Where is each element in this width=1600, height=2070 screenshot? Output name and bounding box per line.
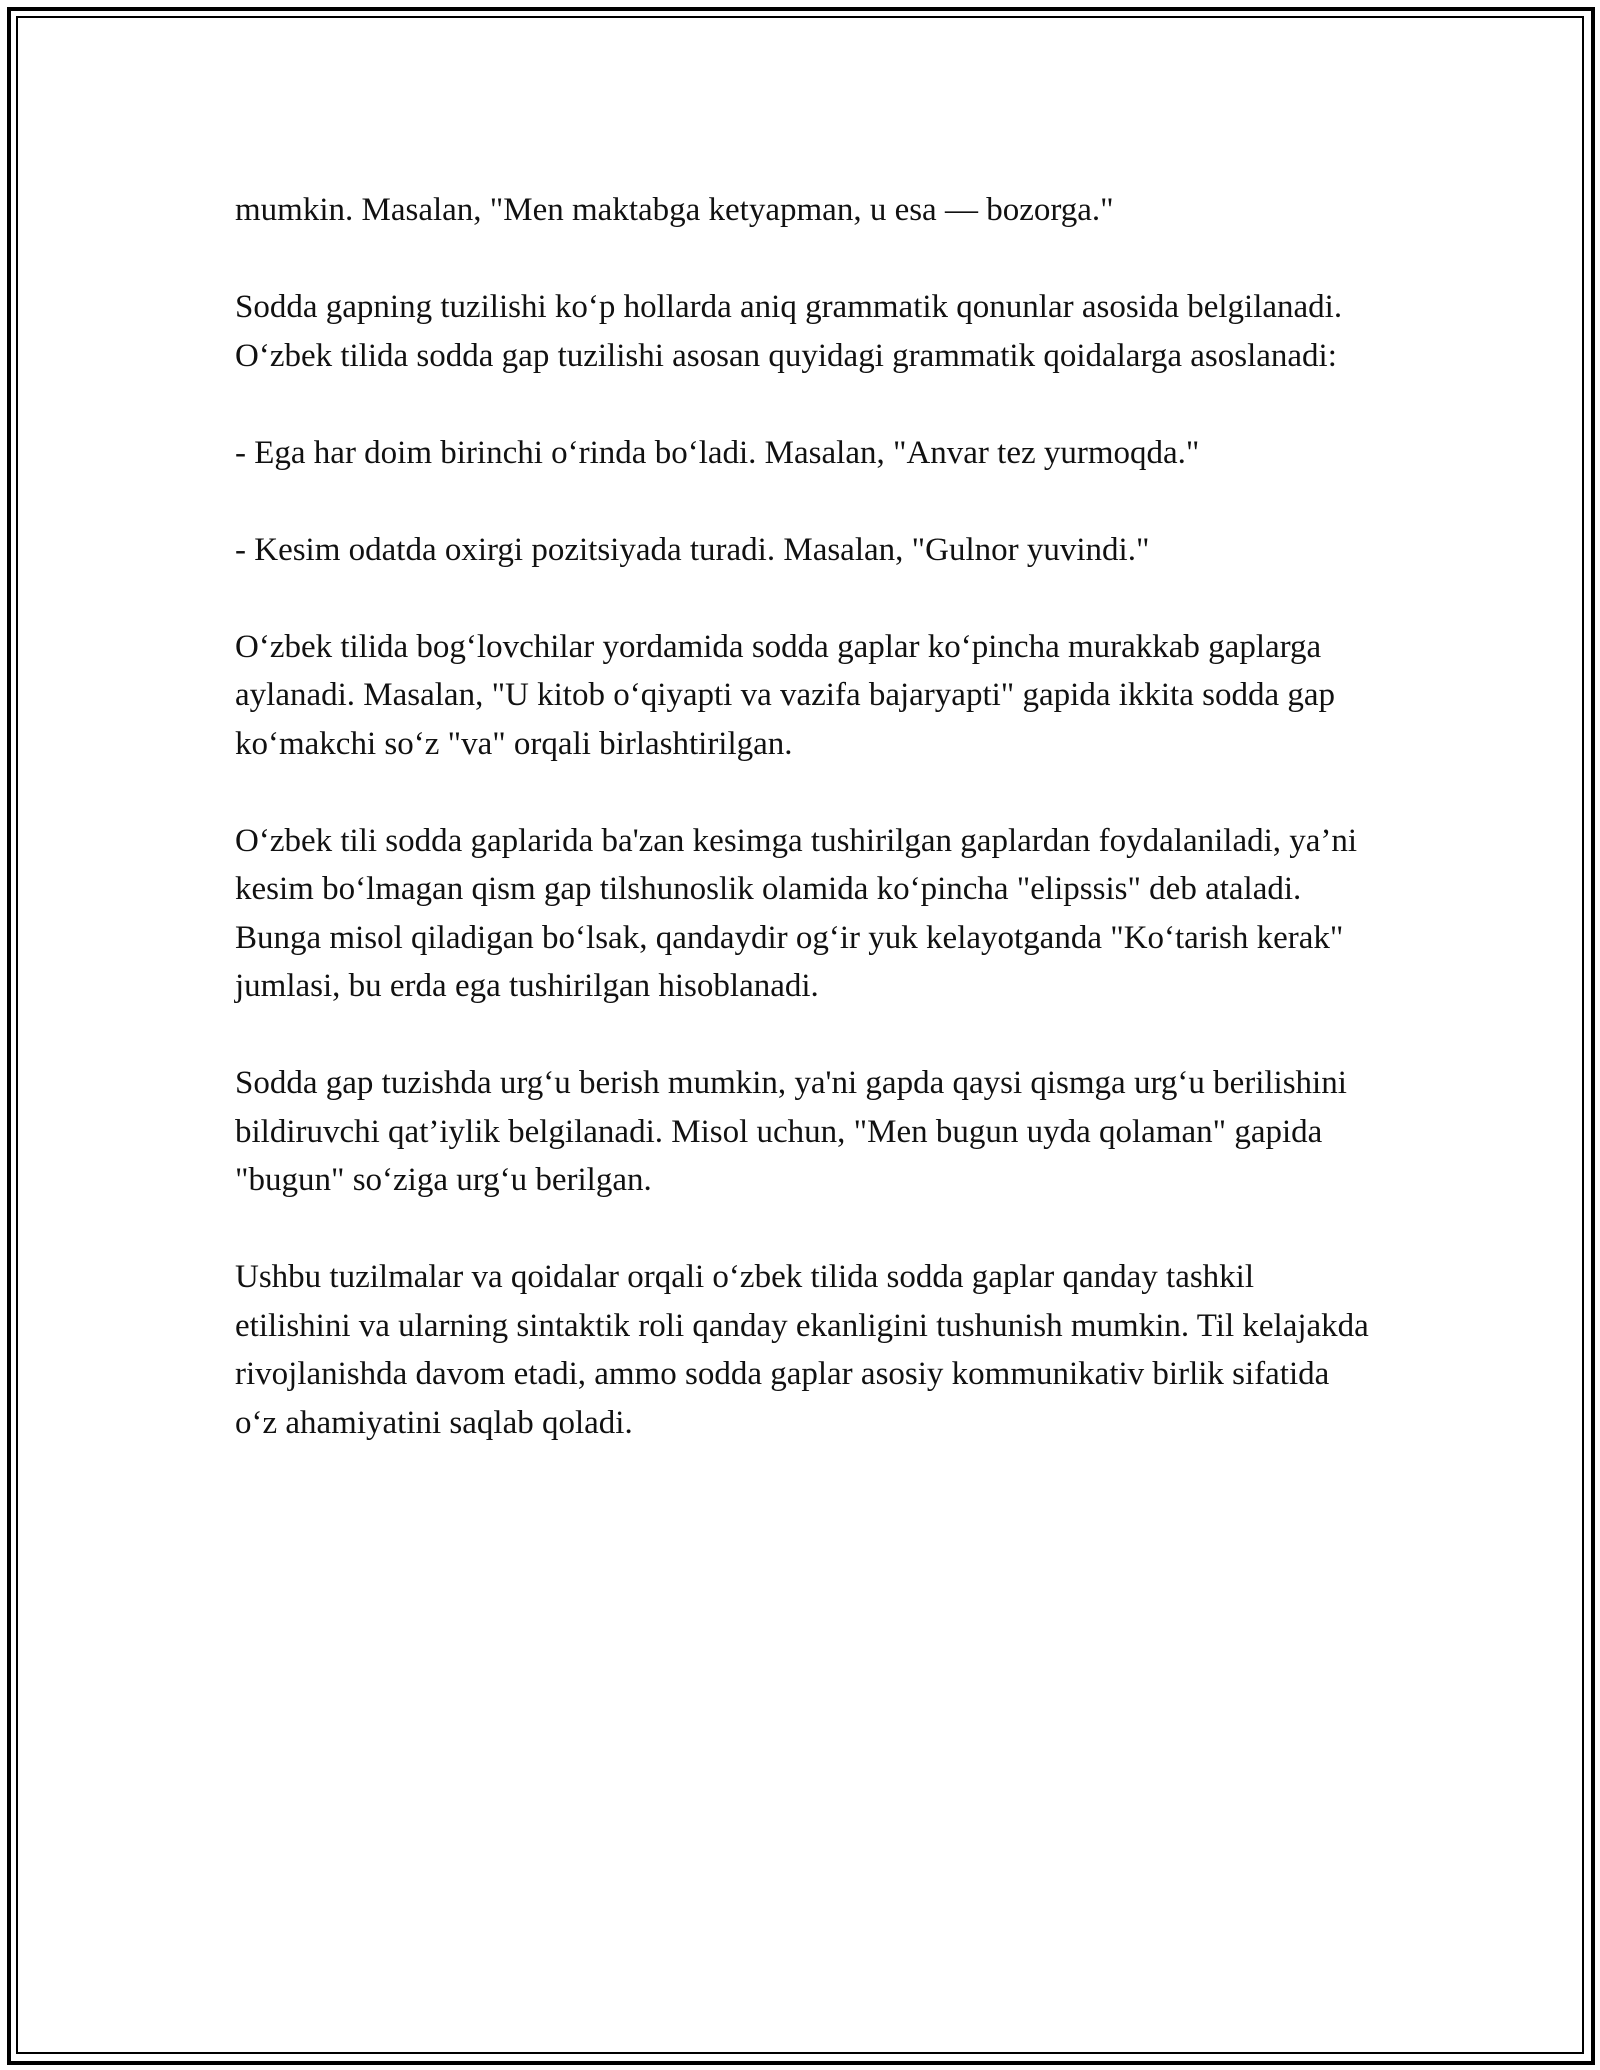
paragraph-4: O‘zbek tili sodda gaplarida ba'zan kesimga tushirilgan gaplardan foydalaniladi, ya’ni kesim bo‘lmagan qism gap tilshunoslik olamida ko‘pincha "elipssis" deb ataladi. Bunga misol qiladigan bo‘lsak, qandaydir og‘ir yuk kelayotganda "Ko‘tarish kerak" jumlasi, bu erda ega tushirilgan hisoblanadi. [235,822,1358,1004]
paragraph-6: Ushbu tuzilmalar va qoidalar orqali o‘zbek tilida sodda gaplar qanday tashkil etilishini va ularning sintaktik roli qanday ekanligini tushunish mumkin. Til kelajakda rivojlanishda davom etadi, ammo sodda gaplar asosiy kommunikativ birlik sifatida o‘z ahamiyatini saqlab qoladi. [235,1259,1369,1441]
paragraph-1: mumkin. Masalan, "Men maktabga ketyapman, u esa — bozorga." [235,192,1114,228]
paragraph-3: O‘zbek tilida bog‘lovchilar yordamida sodda gaplar ko‘pincha murakkab gaplarga aylanadi. Masalan, "U kitob o‘qiyapti va vazifa bajaryapti" gapida ikkita sodda gap ko‘makchi so‘z "va" orqali birlashtirilgan. [235,628,1336,762]
paragraph-2: Sodda gapning tuzilishi ko‘p hollarda aniq grammatik qonunlar asosida belgilanadi. O‘zbek tilida sodda gap tuzilishi asosan quyidagi grammatik qoidalarga asoslanadi: [235,289,1343,374]
paragraph-5: Sodda gap tuzishda urg‘u berish mumkin, ya'ni gapda qaysi qismga urg‘u berilishini bildiruvchi qat’iylik belgilanadi. Misol uchun, "Men bugun uyda qolaman" gapida "bugun" so‘ziga urg‘u berilgan. [235,1065,1347,1198]
list-item-kesim: - Kesim odatda oxirgi pozitsiyada turadi. Masalan, "Gulnor yuvindi." [235,531,1150,568]
document-body [235,186,1375,1496]
list-item-ega: - Ega har doim birinchi o‘rinda bo‘ladi. Masalan, "Anvar tez yurmoqda." [235,434,1200,471]
